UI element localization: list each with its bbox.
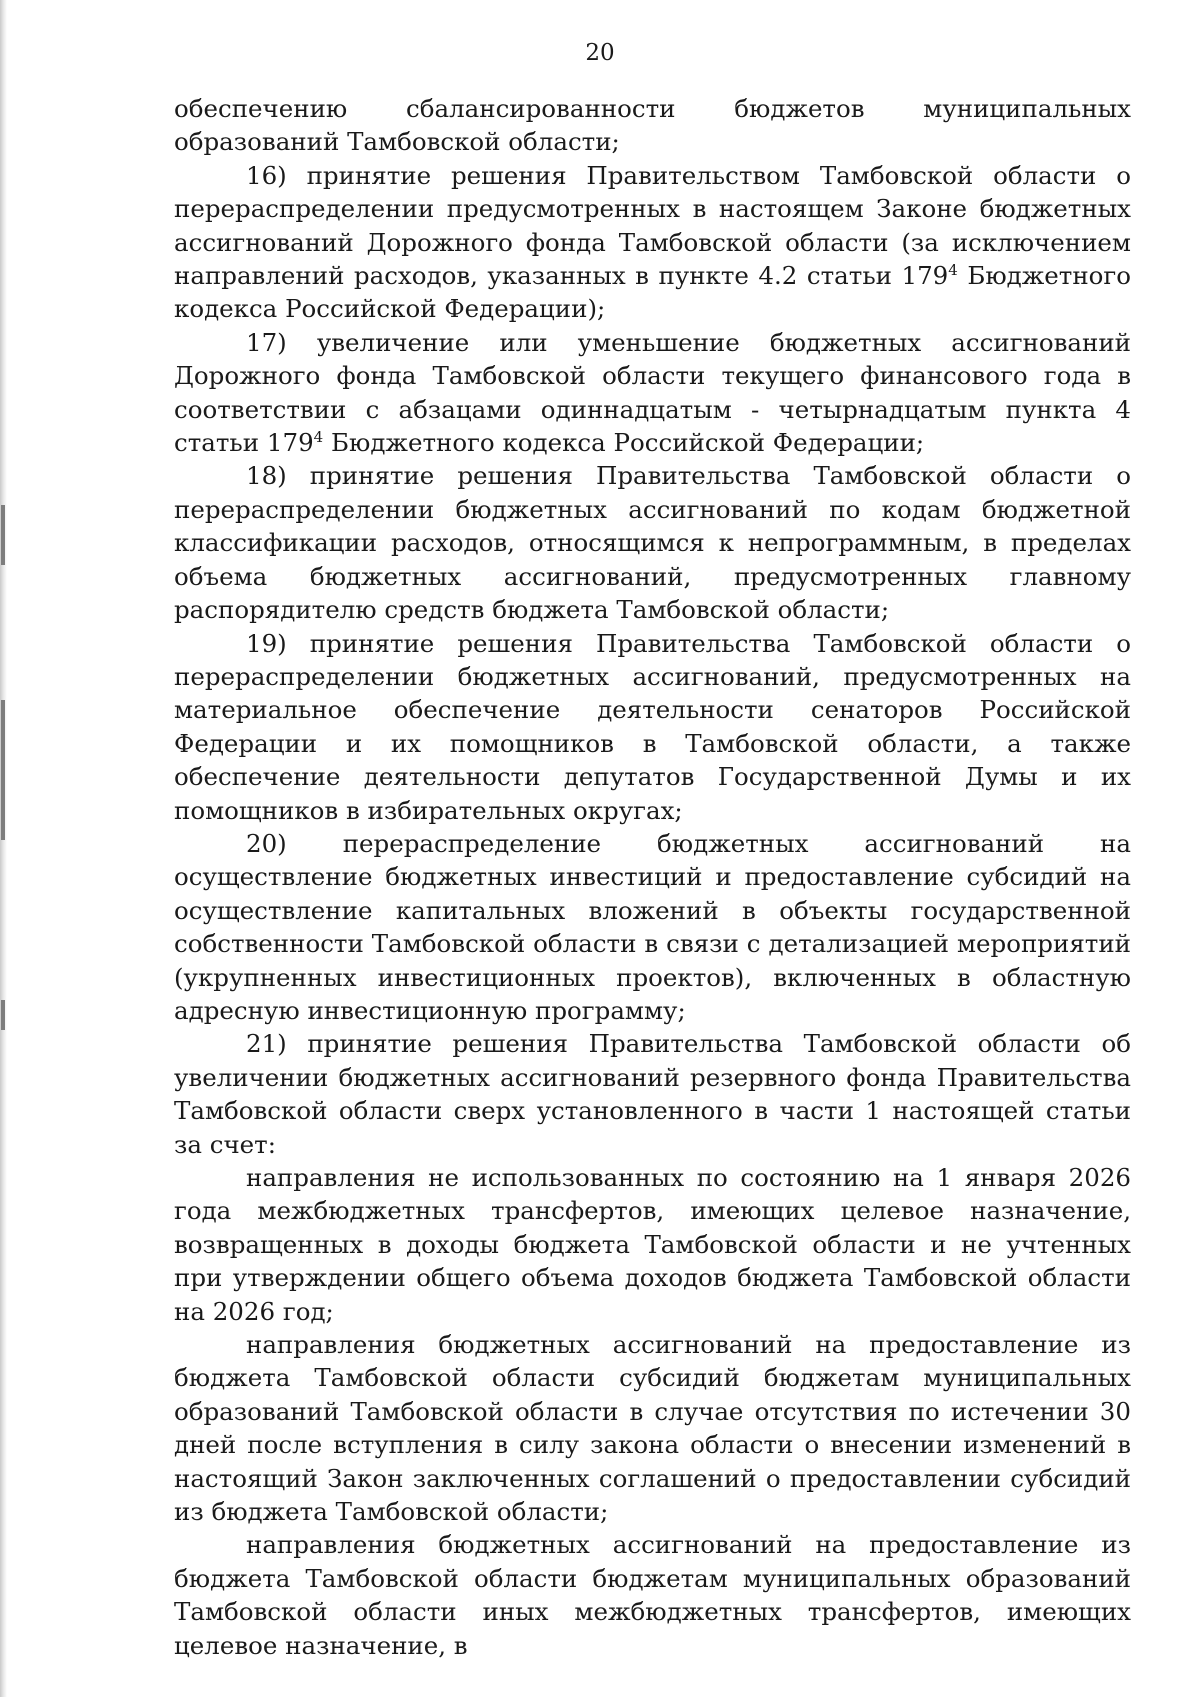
paragraph-item-16-text-end: Бюджетного кодекса Российской Федерации);: [174, 261, 1131, 324]
paragraph-item-21: 21) принятие решения Правительства Тамбовской области об увеличении бюджетных ассигнований резервного фонда Правительства Тамбовской области сверх установленного в части 1 настоящей статьи за счет:: [174, 1029, 1131, 1159]
paragraph-subitem-subsidies: направления бюджетных ассигнований на предоставление из бюджета Тамбовской области субсидий бюджетам муниципальных образований Тамбовской области в случае отсутствия по истечении 30 дней после вступления в силу закона области о внесении изменений в настоящий Закон заключенных соглашений о предоставлении субсидий из бюджета Тамбовской области;: [174, 1330, 1131, 1527]
paragraph-item-20: 20) перераспределение бюджетных ассигнований на осуществление бюджетных инвестиций и предоставление субсидий на осуществление капитальных вложений в объекты государственной собственности Тамбовской области в связи с детализацией мероприятий (укрупненных инвестиционных проектов), включенных в областную адресную инвестиционную программу;: [174, 828, 1131, 1025]
paragraph-item-16: [174, 159, 1131, 326]
page-number: 20: [585, 40, 615, 66]
scan-mark: [1, 1000, 5, 1030]
paragraph-subitem-other-transfers: направления бюджетных ассигнований на предоставление из бюджета Тамбовской области бюджетам муниципальных образований Тамбовской области иных межбюджетных трансфертов, имеющих целевое назначение, в: [174, 1530, 1131, 1660]
paragraph-item-17-text: 17) увеличение или уменьшение бюджетных ассигнований Дорожного фонда Тамбовской области текущего финансового года в соответствии с абзацами одиннадцатым - четырнадцатым пункта 4 статьи 179: [174, 327, 1131, 458]
paragraph-subitem-unused-transfers: направления не использованных по состоянию на 1 января 2026 года межбюджетных трансфертов, имеющих целевое назначение, возвращенных в доходы бюджета Тамбовской области и не учтенных при утверждении общего объема доходов бюджета Тамбовской области на 2026 год;: [174, 1163, 1131, 1326]
scan-mark: [1, 700, 5, 840]
scan-mark: [1, 505, 5, 565]
superscript-4: 4: [313, 427, 324, 446]
scan-edge-shadow: [0, 0, 7, 1697]
paragraph-item-17: [174, 326, 1131, 460]
paragraph-continuation: обеспечению сбалансированности бюджетов муниципальных образований Тамбовской области;: [174, 94, 1131, 157]
paragraph-item-17-text-end: Бюджетного кодекса Российской Федерации;: [323, 428, 925, 458]
paragraph-item-19: 19) принятие решения Правительства Тамбовской области о перераспределении бюджетных ассигнований, предусмотренных на материальное обеспечение деятельности сенаторов Российской Федерации и их помощников в Тамбовской области, а также обеспечение деятельности депутатов Государственной Думы и их помощников в избирательных округах;: [174, 628, 1131, 825]
paragraph-item-18: 18) принятие решения Правительства Тамбовской области о перераспределении бюджетных ассигнований по кодам бюджетной классификации расходов, относящимся к непрограммным, в пределах объема бюджетных ассигнований, предусмотренных главному распорядителю средств бюджета Тамбовской области;: [174, 461, 1131, 625]
paragraph-item-16-text: 16) принятие решения Правительством Тамбовской области о перераспределении предусмотренных в настоящем Законе бюджетных ассигнований Дорожного фонда Тамбовской области (за исключением направлений расходов, указанных в пункте 4.2 статьи 179: [174, 160, 1131, 291]
document-body: [174, 92, 1131, 1662]
superscript-4: 4: [948, 260, 958, 279]
